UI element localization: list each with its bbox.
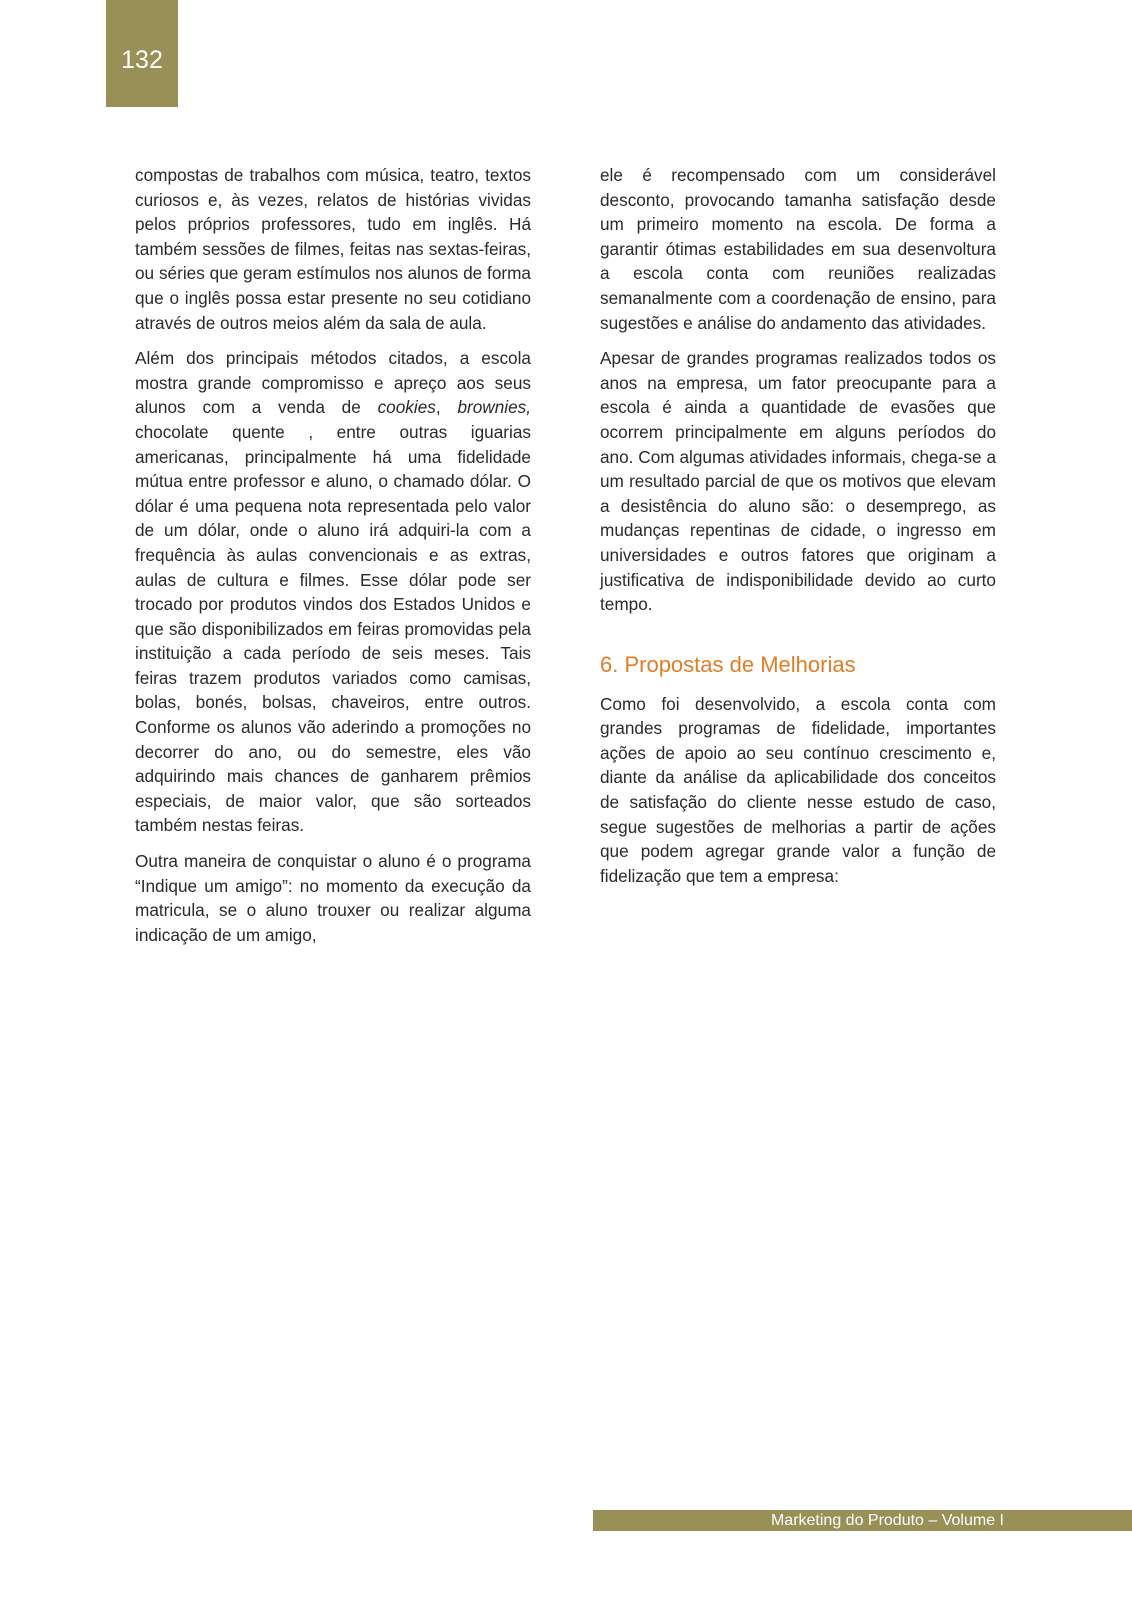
- paragraph-improvements: Como foi desenvolvido, a escola conta com grandes programas de fidelidade, importantes ações de apoio ao seu contínuo crescimento e, diante da análise da aplicabilidade dos conceitos de satisfação do cliente nesse estudo de caso, segue sugestões de melhorias a partir de ações que podem agregar grande valor a função de fidelização que tem a empresa:: [600, 693, 996, 886]
- paragraph-text: ,: [435, 397, 458, 418]
- italic-term-cookies: cookies: [377, 397, 436, 418]
- page-number-tab: [106, 0, 178, 107]
- paragraph-evasions: Apesar de grandes programas realizados todos os anos na empresa, um fator preocupante para a escola é ainda a quantidade de evasões que ocorrem principalmente em alguns períodos do ano. Com algumas atividades informais, chega-se a um resultado parcial de que os motivos que elevam a desistência do aluno são: o desemprego, as mudanças repentinas de cidade, o ingresso em universidades e outros fatores que originam a justificativa de indisponibilidade devido ao curto tempo.: [600, 348, 996, 615]
- italic-term-brownies: brownies,: [457, 397, 531, 418]
- page-number: 132: [121, 46, 163, 74]
- paragraph-dollar-program: [135, 346, 531, 838]
- paragraph-text: chocolate quente , entre outras iguarias americanas, principalmente há uma fidelidade mútua entre professor e aluno, o chamado dólar. O dólar é uma pequena nota representada pelo valor de um dólar, onde o aluno irá adquiri-la com a frequência às aulas convencionais e as extras, aulas de cultura e filmes. Esse dólar pode ser trocado por produtos vindos dos Estados Unidos e que são disponibilizados em feiras promovidas pela instituição a cada período de seis meses. Tais feiras trazem produtos variados como camisas, bolas, bonés, bolsas, chaveiros, entre outros. Conforme os alunos vão aderindo a promoções no decorrer do ano, ou do semestre, eles vão adquirindo mais chances de ganharem prêmios especiais, de maior valor, que são sorteados também nestas feiras.: [135, 421, 531, 836]
- footer-title: Marketing do Produto – Volume I: [770, 1512, 1004, 1529]
- section-heading: 6. Propostas de Melhorias: [600, 651, 856, 677]
- left-column: [135, 163, 531, 958]
- paragraph-text: Além dos principais métodos citados, a escola mostra grande compromisso e apreço aos seus alunos com a venda de: [135, 348, 531, 418]
- paragraph-discount: ele é recompensado com um considerável desconto, provocando tamanha satisfação desde um primeiro momento na escola. De forma a garantir ótimas estabilidades em sua desenvoltura a escola conta com reuniões realizadas semanalmente com a coordenação de ensino, para sugestões e análise do andamento das atividades.: [600, 165, 996, 333]
- footer-bar: [593, 1510, 1132, 1531]
- right-column: [600, 163, 996, 899]
- paragraph-teaching-activities: compostas de trabalhos com música, teatro, textos curiosos e, às vezes, relatos de histórias vividas pelos próprios professores, tudo em inglês. Há também sessões de filmes, feitas nas sextas-feiras, ou séries que geram estímulos nos alunos de forma que o inglês possa estar presente no seu cotidiano através de outros meios além da sala de aula.: [135, 165, 531, 333]
- paragraph-refer-a-friend: Outra maneira de conquistar o aluno é o programa “Indique um amigo”: no momento da execução da matricula, se o aluno trouxer ou realizar alguma indicação de um amigo,: [135, 851, 531, 945]
